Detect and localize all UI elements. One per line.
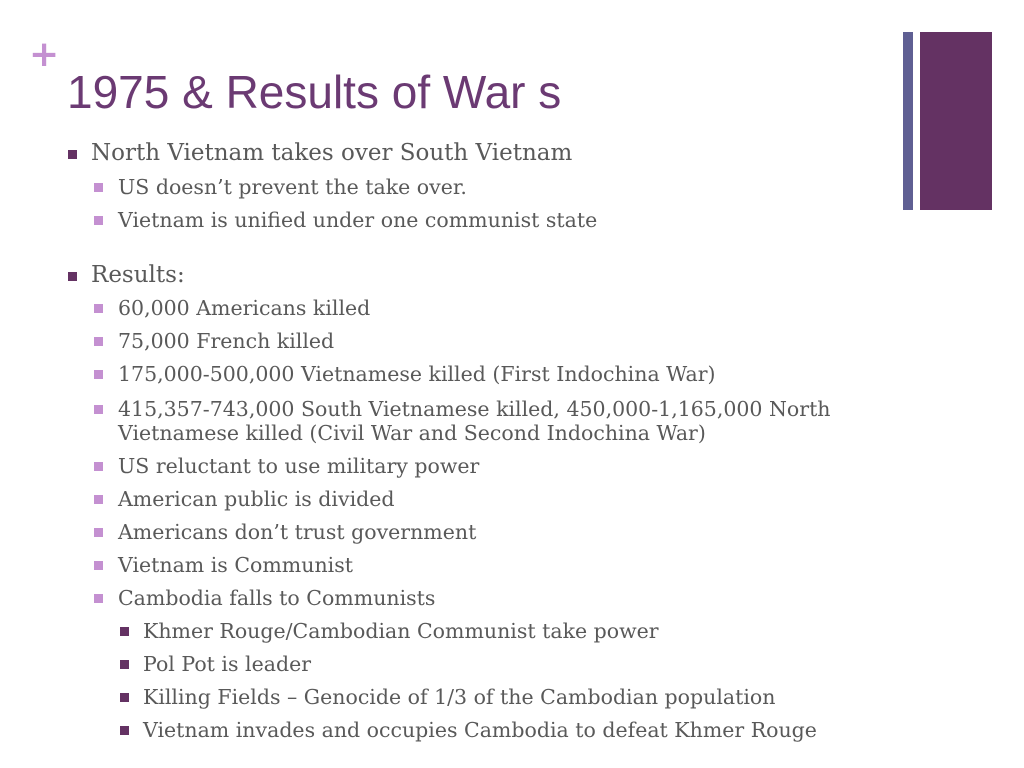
square-bullet-icon <box>94 370 103 379</box>
square-bullet-icon <box>94 183 103 192</box>
bullet-text: Cambodia falls to Communists <box>118 586 436 610</box>
bullet-text: 415,357-743,000 South Vietnamese killed, 450,000-1,165,000 North <box>118 397 831 421</box>
slide-title: 1975 & Results of War s <box>67 66 562 118</box>
bullet-text: Khmer Rouge/Cambodian Communist take power <box>143 619 659 643</box>
bullet-text: American public is divided <box>118 487 395 511</box>
bullet-text: Pol Pot is leader <box>143 652 311 676</box>
bullet-text: Killing Fields – Genocide of 1/3 of the Cambodian population <box>143 685 776 709</box>
bullet-text: US doesn’t prevent the take over. <box>118 175 467 199</box>
bullet-text: Vietnam is unified under one communist state <box>118 208 598 232</box>
square-bullet-icon <box>94 304 103 313</box>
square-bullet-icon <box>94 337 103 346</box>
bullet-text: Results: <box>91 262 185 288</box>
square-bullet-icon <box>94 561 103 570</box>
square-bullet-icon <box>68 150 77 159</box>
bullet-text: US reluctant to use military power <box>118 454 480 478</box>
square-bullet-icon <box>94 462 103 471</box>
bullet-text: Americans don’t trust government <box>118 520 477 544</box>
square-bullet-icon <box>94 405 103 414</box>
square-bullet-icon <box>94 594 103 603</box>
bullet-text: 75,000 French killed <box>118 329 335 353</box>
decorative-bar-thin <box>903 32 913 210</box>
square-bullet-icon <box>120 660 129 669</box>
square-bullet-icon <box>94 495 103 504</box>
bullet-text: North Vietnam takes over South Vietnam <box>91 140 573 166</box>
bullet-text: Vietnam is Communist <box>118 553 353 577</box>
plus-icon: + <box>29 34 60 75</box>
bullet-text: 60,000 Americans killed <box>118 296 371 320</box>
square-bullet-icon <box>120 693 129 702</box>
square-bullet-icon <box>68 272 77 281</box>
bullet-text: Vietnam invades and occupies Cambodia to defeat Khmer Rouge <box>143 718 817 742</box>
square-bullet-icon <box>94 528 103 537</box>
decorative-bar-thick <box>920 32 992 210</box>
square-bullet-icon <box>94 216 103 225</box>
bullet-text: 175,000-500,000 Vietnamese killed (First Indochina War) <box>118 362 716 386</box>
bullet-text: Vietnamese killed (Civil War and Second Indochina War) <box>118 421 706 445</box>
square-bullet-icon <box>120 726 129 735</box>
square-bullet-icon <box>120 627 129 636</box>
